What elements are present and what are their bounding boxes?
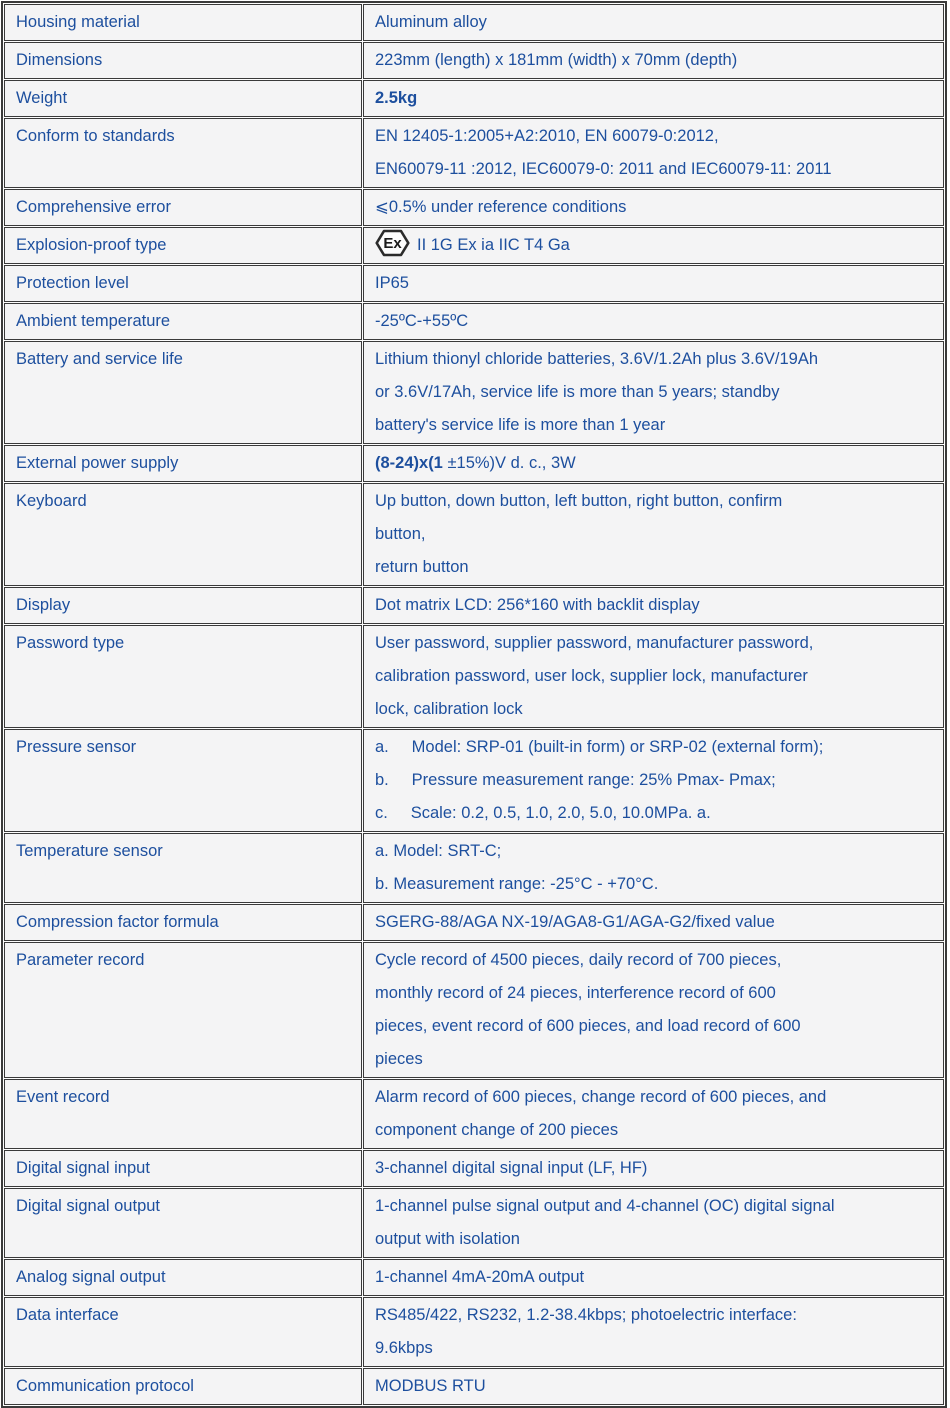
- table-row: [4, 833, 944, 903]
- spec-value-line: [375, 1043, 935, 1076]
- spec-value-line: [375, 1152, 935, 1185]
- spec-value-line: [375, 627, 935, 660]
- table-row: [4, 80, 944, 117]
- table-row: [4, 1150, 944, 1187]
- spec-value-line: [375, 305, 935, 338]
- spec-value-line: [375, 1114, 935, 1147]
- spec-label: [4, 942, 362, 1078]
- spec-value-line: [375, 153, 935, 186]
- spec-label: [4, 341, 362, 444]
- spec-label: [4, 445, 362, 482]
- spec-label-text: Protection level: [16, 274, 129, 292]
- spec-value: [363, 1259, 944, 1296]
- spec-value-line: [375, 376, 935, 409]
- table-row: [4, 625, 944, 728]
- spec-value-text: battery's service life is more than 1 year: [375, 416, 666, 434]
- table-row: [4, 483, 944, 586]
- spec-label-text: Data interface: [16, 1306, 119, 1324]
- spec-value-text: User password, supplier password, manufacturer password,: [375, 634, 814, 652]
- spec-value-text: pieces, event record of 600 pieces, and load record of 600: [375, 1017, 801, 1035]
- spec-value-text: a. Model: SRP-01 (built-in form) or SRP-02 (external form);: [375, 738, 824, 756]
- spec-value: [363, 303, 944, 340]
- spec-value: [363, 4, 944, 41]
- spec-value-line: [375, 343, 935, 376]
- spec-label-text: Pressure sensor: [16, 738, 137, 756]
- table-row: [4, 42, 944, 79]
- spec-value-text: ±15%)V d. c., 3W: [442, 454, 576, 472]
- spec-label: [4, 1368, 362, 1405]
- spec-label: [4, 1079, 362, 1149]
- spec-value: [363, 189, 944, 226]
- spec-value-text: Cycle record of 4500 pieces, daily record of 700 pieces,: [375, 951, 782, 969]
- spec-label: [4, 42, 362, 79]
- spec-label: [4, 1297, 362, 1367]
- spec-value-line: [375, 797, 935, 830]
- spec-value: [363, 904, 944, 941]
- spec-value: [363, 483, 944, 586]
- spec-value-text: 9.6kbps: [375, 1339, 433, 1357]
- spec-value-line: [375, 551, 935, 584]
- spec-value: [363, 625, 944, 728]
- spec-value-text: EN60079-11 :2012, IEC60079-0: 2011 and IEC60079-11: 2011: [375, 160, 832, 178]
- spec-value-line: [375, 1081, 935, 1114]
- spec-value-text: ⩽0.5% under reference conditions: [375, 198, 627, 216]
- spec-value-text: b. Pressure measurement range: 25% Pmax- Pmax;: [375, 771, 776, 789]
- spec-value: [363, 42, 944, 79]
- spec-label-text: Dimensions: [16, 51, 103, 69]
- spec-value-line: [375, 447, 935, 480]
- table-row: [4, 341, 944, 444]
- spec-value-text: button,: [375, 525, 426, 543]
- spec-label: [4, 625, 362, 728]
- spec-value-line: [375, 1299, 935, 1332]
- spec-label: [4, 4, 362, 41]
- spec-value-text: MODBUS RTU: [375, 1377, 486, 1395]
- spec-value-text: Alarm record of 600 pieces, change record of 600 pieces, and: [375, 1088, 827, 1106]
- spec-value-text: 2.5kg: [375, 89, 418, 107]
- spec-value-text: pieces: [375, 1050, 423, 1068]
- spec-label-text: Digital signal output: [16, 1197, 161, 1215]
- table-row: [4, 942, 944, 1078]
- spec-value-line: [375, 944, 935, 977]
- spec-value-text: 3-channel digital signal input (LF, HF): [375, 1159, 648, 1177]
- table-row: [4, 1297, 944, 1367]
- spec-label-text: Housing material: [16, 13, 140, 31]
- spec-label-text: Analog signal output: [16, 1268, 166, 1286]
- spec-value-line: [375, 1332, 935, 1365]
- spec-value-line: [375, 518, 935, 551]
- spec-label-text: Digital signal input: [16, 1159, 150, 1177]
- table-row: [4, 1079, 944, 1149]
- spec-value-line: [375, 660, 935, 693]
- spec-label: [4, 1259, 362, 1296]
- table-row: [4, 1259, 944, 1296]
- table-row: [4, 587, 944, 624]
- spec-value-text: Lithium thionyl chloride batteries, 3.6V/1.2Ah plus 3.6V/19Ah: [375, 350, 819, 368]
- spec-value-text: a. Model: SRT-C;: [375, 842, 502, 860]
- spec-label-text: Comprehensive error: [16, 198, 171, 216]
- spec-value-text: 1-channel 4mA-20mA output: [375, 1268, 585, 1286]
- svg-text:Ex: Ex: [383, 235, 402, 252]
- spec-value: [363, 265, 944, 302]
- spec-value-text: c. Scale: 0.2, 0.5, 1.0, 2.0, 5.0, 10.0MPa. a.: [375, 804, 711, 822]
- table-row: [4, 118, 944, 188]
- spec-value: [363, 729, 944, 832]
- spec-label-text: Ambient temperature: [16, 312, 171, 330]
- spec-value-text: -25ºC-+55ºC: [375, 312, 469, 330]
- spec-value-line: [375, 1261, 935, 1294]
- spec-value-text: b. Measurement range: -25°C - +70°C.: [375, 875, 659, 893]
- spec-table: [1, 1, 947, 1408]
- spec-label: [4, 729, 362, 832]
- spec-value-line: [375, 229, 935, 262]
- spec-value-text: monthly record of 24 pieces, interference record of 600: [375, 984, 776, 1002]
- spec-label: [4, 833, 362, 903]
- spec-value-line: [375, 764, 935, 797]
- spec-label-text: Compression factor formula: [16, 913, 219, 931]
- spec-label-text: Explosion-proof type: [16, 236, 167, 254]
- spec-value-line: [375, 44, 935, 77]
- spec-value-text: IP65: [375, 274, 409, 292]
- ex-hexagon-icon: [375, 229, 410, 257]
- spec-label-text: Password type: [16, 634, 125, 652]
- table-row: [4, 445, 944, 482]
- spec-value-line: [375, 1010, 935, 1043]
- spec-value-text: Dot matrix LCD: 256*160 with backlit display: [375, 596, 700, 614]
- spec-value-line: [375, 835, 935, 868]
- spec-value-text: SGERG-88/AGA NX-19/AGA8-G1/AGA-G2/fixed value: [375, 913, 775, 931]
- table-row: [4, 904, 944, 941]
- spec-value-line: [375, 267, 935, 300]
- spec-value-text: RS485/422, RS232, 1.2-38.4kbps; photoelectric interface:: [375, 1306, 797, 1324]
- spec-value-text: EN 12405-1:2005+A2:2010, EN 60079-0:2012,: [375, 127, 719, 145]
- spec-label: [4, 587, 362, 624]
- spec-value: [363, 942, 944, 1078]
- spec-value-line: [375, 906, 935, 939]
- spec-value-line: [375, 589, 935, 622]
- spec-value: [363, 1297, 944, 1367]
- spec-label-text: Weight: [16, 89, 68, 107]
- spec-label: [4, 227, 362, 264]
- spec-label: [4, 189, 362, 226]
- spec-label-text: Temperature sensor: [16, 842, 163, 860]
- spec-value-line: [375, 82, 935, 115]
- table-row: [4, 265, 944, 302]
- spec-label-text: Event record: [16, 1088, 110, 1106]
- spec-value-text: II 1G Ex ia IIC T4 Ga: [417, 236, 570, 254]
- spec-value-line: [375, 1190, 935, 1223]
- spec-value: [363, 1368, 944, 1405]
- spec-label: [4, 904, 362, 941]
- spec-value-text: 223mm (length) x 181mm (width) x 70mm (depth): [375, 51, 738, 69]
- spec-label-text: Parameter record: [16, 951, 145, 969]
- spec-value-text: 1-channel pulse signal output and 4-channel (OC) digital signal: [375, 1197, 835, 1215]
- spec-value-line: [375, 191, 935, 224]
- spec-value: [363, 1150, 944, 1187]
- spec-label-text: Display: [16, 596, 71, 614]
- spec-label-text: Battery and service life: [16, 350, 183, 368]
- spec-value: [363, 118, 944, 188]
- spec-value: [363, 341, 944, 444]
- spec-label-text: Communication protocol: [16, 1377, 194, 1395]
- spec-value-line: [375, 977, 935, 1010]
- spec-label: [4, 80, 362, 117]
- spec-label: [4, 483, 362, 586]
- spec-value: [363, 445, 944, 482]
- spec-value-line: [375, 409, 935, 442]
- spec-value: [363, 833, 944, 903]
- table-row: [4, 227, 944, 264]
- table-row: [4, 303, 944, 340]
- spec-value-line: [375, 1223, 935, 1256]
- spec-value: [363, 227, 944, 264]
- spec-label: [4, 265, 362, 302]
- spec-value-text: (8-24)x(1: [375, 454, 443, 472]
- spec-label: [4, 118, 362, 188]
- spec-label-text: Keyboard: [16, 492, 87, 510]
- spec-value-line: [375, 485, 935, 518]
- spec-value-text: return button: [375, 558, 469, 576]
- spec-label-text: Conform to standards: [16, 127, 175, 145]
- spec-value-line: [375, 731, 935, 764]
- spec-value: [363, 587, 944, 624]
- spec-value: [363, 1188, 944, 1258]
- spec-value-text: lock, calibration lock: [375, 700, 523, 718]
- spec-label-text: External power supply: [16, 454, 179, 472]
- spec-value-text: Up button, down button, left button, right button, confirm: [375, 492, 783, 510]
- spec-value-text: or 3.6V/17Ah, service life is more than 5 years; standby: [375, 383, 780, 401]
- spec-value-line: [375, 693, 935, 726]
- table-row: [4, 729, 944, 832]
- spec-value-line: [375, 120, 935, 153]
- spec-value-line: [375, 6, 935, 39]
- table-row: [4, 4, 944, 41]
- spec-value-text: Aluminum alloy: [375, 13, 487, 31]
- spec-label: [4, 1150, 362, 1187]
- spec-value: [363, 1079, 944, 1149]
- spec-value-text: component change of 200 pieces: [375, 1121, 619, 1139]
- spec-label: [4, 303, 362, 340]
- table-row: [4, 189, 944, 226]
- spec-value-line: [375, 868, 935, 901]
- spec-value-line: [375, 1370, 935, 1403]
- table-row: [4, 1368, 944, 1405]
- spec-value-text: calibration password, user lock, supplier lock, manufacturer: [375, 667, 808, 685]
- spec-value-text: output with isolation: [375, 1230, 520, 1248]
- spec-label: [4, 1188, 362, 1258]
- table-row: [4, 1188, 944, 1258]
- spec-value: [363, 80, 944, 117]
